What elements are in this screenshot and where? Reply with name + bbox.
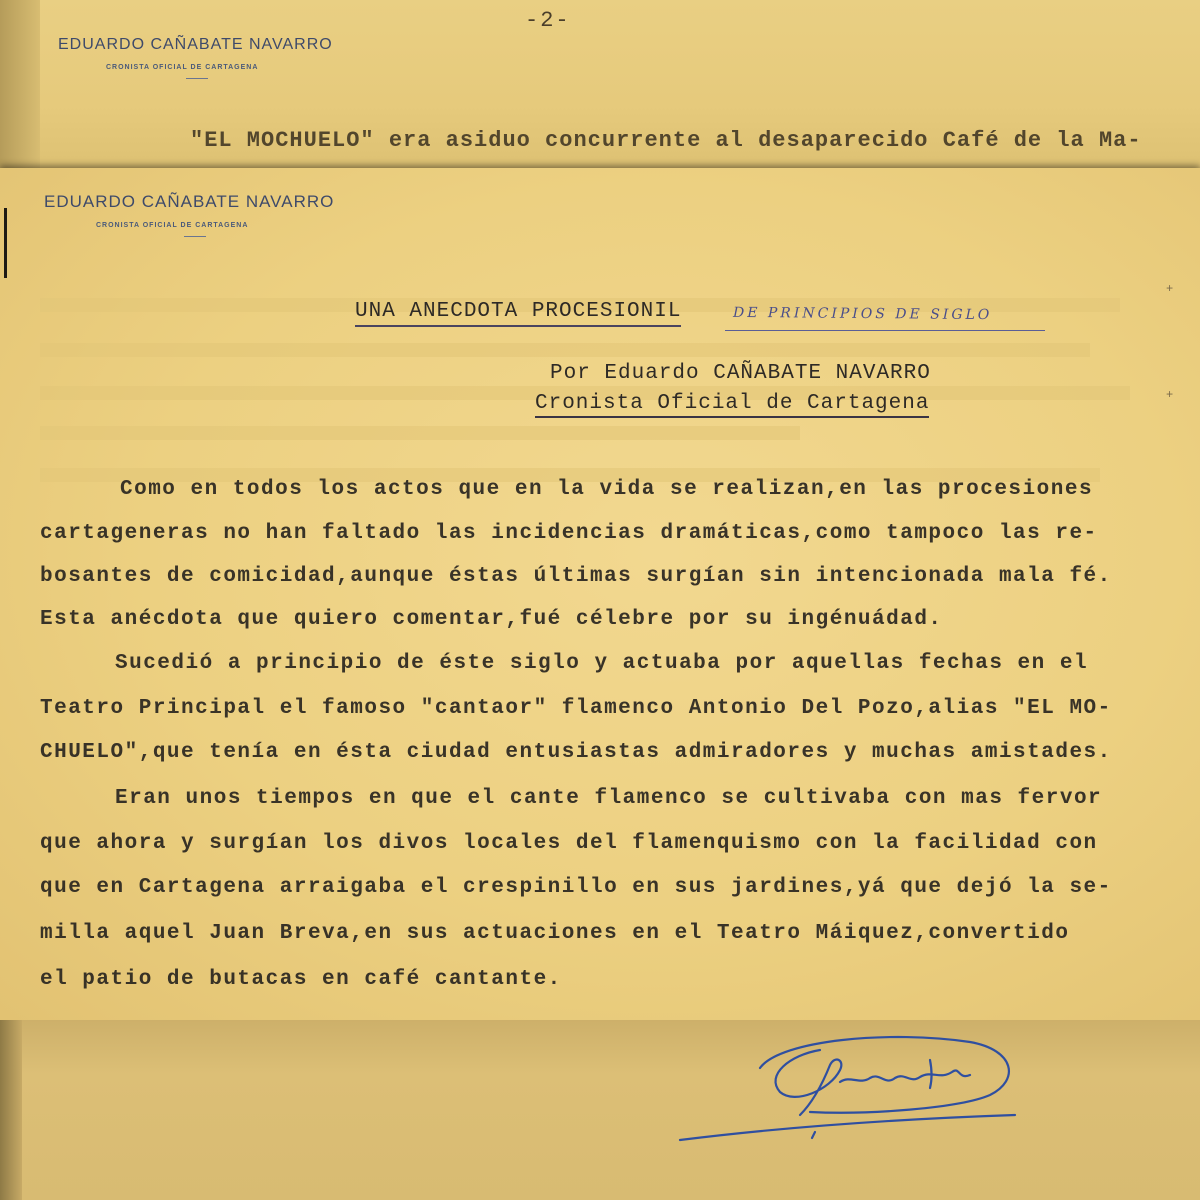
body-line: Sucedió a principio de éste siglo y actuaba por aquellas fechas en el [115, 652, 1089, 675]
body-line: Teatro Principal el famoso "cantaor" flamenco Antonio Del Pozo,alias "EL MO- [40, 697, 1112, 720]
back-page-first-line: "EL MOCHUELO" era asiduo concurrente al desaparecido Café de la Ma- [190, 128, 1142, 153]
signature [670, 1020, 1030, 1150]
title-typed: UNA ANECDOTA PROCESIONIL [355, 300, 681, 327]
body-line: cartageneras no han faltado las incidencias dramáticas,como tampoco las re- [40, 522, 1098, 545]
margin-mark: + [1166, 282, 1174, 296]
back-page-sheet [0, 0, 1200, 175]
letterhead-name: EDUARDO CAÑABATE NAVARRO [44, 192, 335, 211]
bleed-through-text [40, 343, 1090, 357]
letterhead-subtitle: CRONISTA OFICIAL DE CARTAGENA [96, 222, 249, 229]
body-line: Como en todos los actos que en la vida se realizan,en las procesiones [120, 478, 1094, 501]
bleed-through-text [40, 426, 800, 440]
byline-role: Cronista Oficial de Cartagena [535, 392, 929, 418]
body-line: Esta anécdota que quiero comentar,fué célebre por su ingénuádad. [40, 608, 943, 631]
body-line: que ahora y surgían los divos locales del flamenquismo con la facilidad con [40, 832, 1098, 855]
title-handwritten-addition: DE PRINCIPIOS DE SIGLO [732, 304, 993, 324]
page-number: -2- [525, 8, 571, 33]
page-edge [0, 1020, 22, 1200]
byline-author: Por Eduardo CAÑABATE NAVARRO [550, 362, 931, 385]
letterhead-rule [186, 78, 208, 79]
body-line: bosantes de comicidad,aunque éstas últimas surgían sin intencionada mala fé. [40, 565, 1112, 588]
page-edge [0, 0, 40, 175]
body-line: el patio de butacas en café cantante. [40, 968, 562, 991]
margin-mark: + [1166, 388, 1174, 402]
body-line: Eran unos tiempos en que el cante flamenco se cultivaba con mas fervor [115, 787, 1103, 810]
letterhead-rule [184, 236, 206, 237]
binding-mark [4, 208, 13, 278]
handwritten-underline [725, 330, 1045, 331]
back-letterhead-name: EDUARDO CAÑABATE NAVARRO [58, 36, 333, 53]
body-line: milla aquel Juan Breva,en sus actuaciones en el Teatro Máiquez,convertido [40, 922, 1070, 945]
body-line: que en Cartagena arraigaba el crespinillo en sus jardines,yá que dejó la se- [40, 876, 1112, 899]
document-title [355, 300, 993, 324]
back-letterhead-subtitle: CRONISTA OFICIAL DE CARTAGENA [106, 64, 259, 71]
body-line: CHUELO",que tenía en ésta ciudad entusiastas admiradores y muchas amistades. [40, 741, 1112, 764]
